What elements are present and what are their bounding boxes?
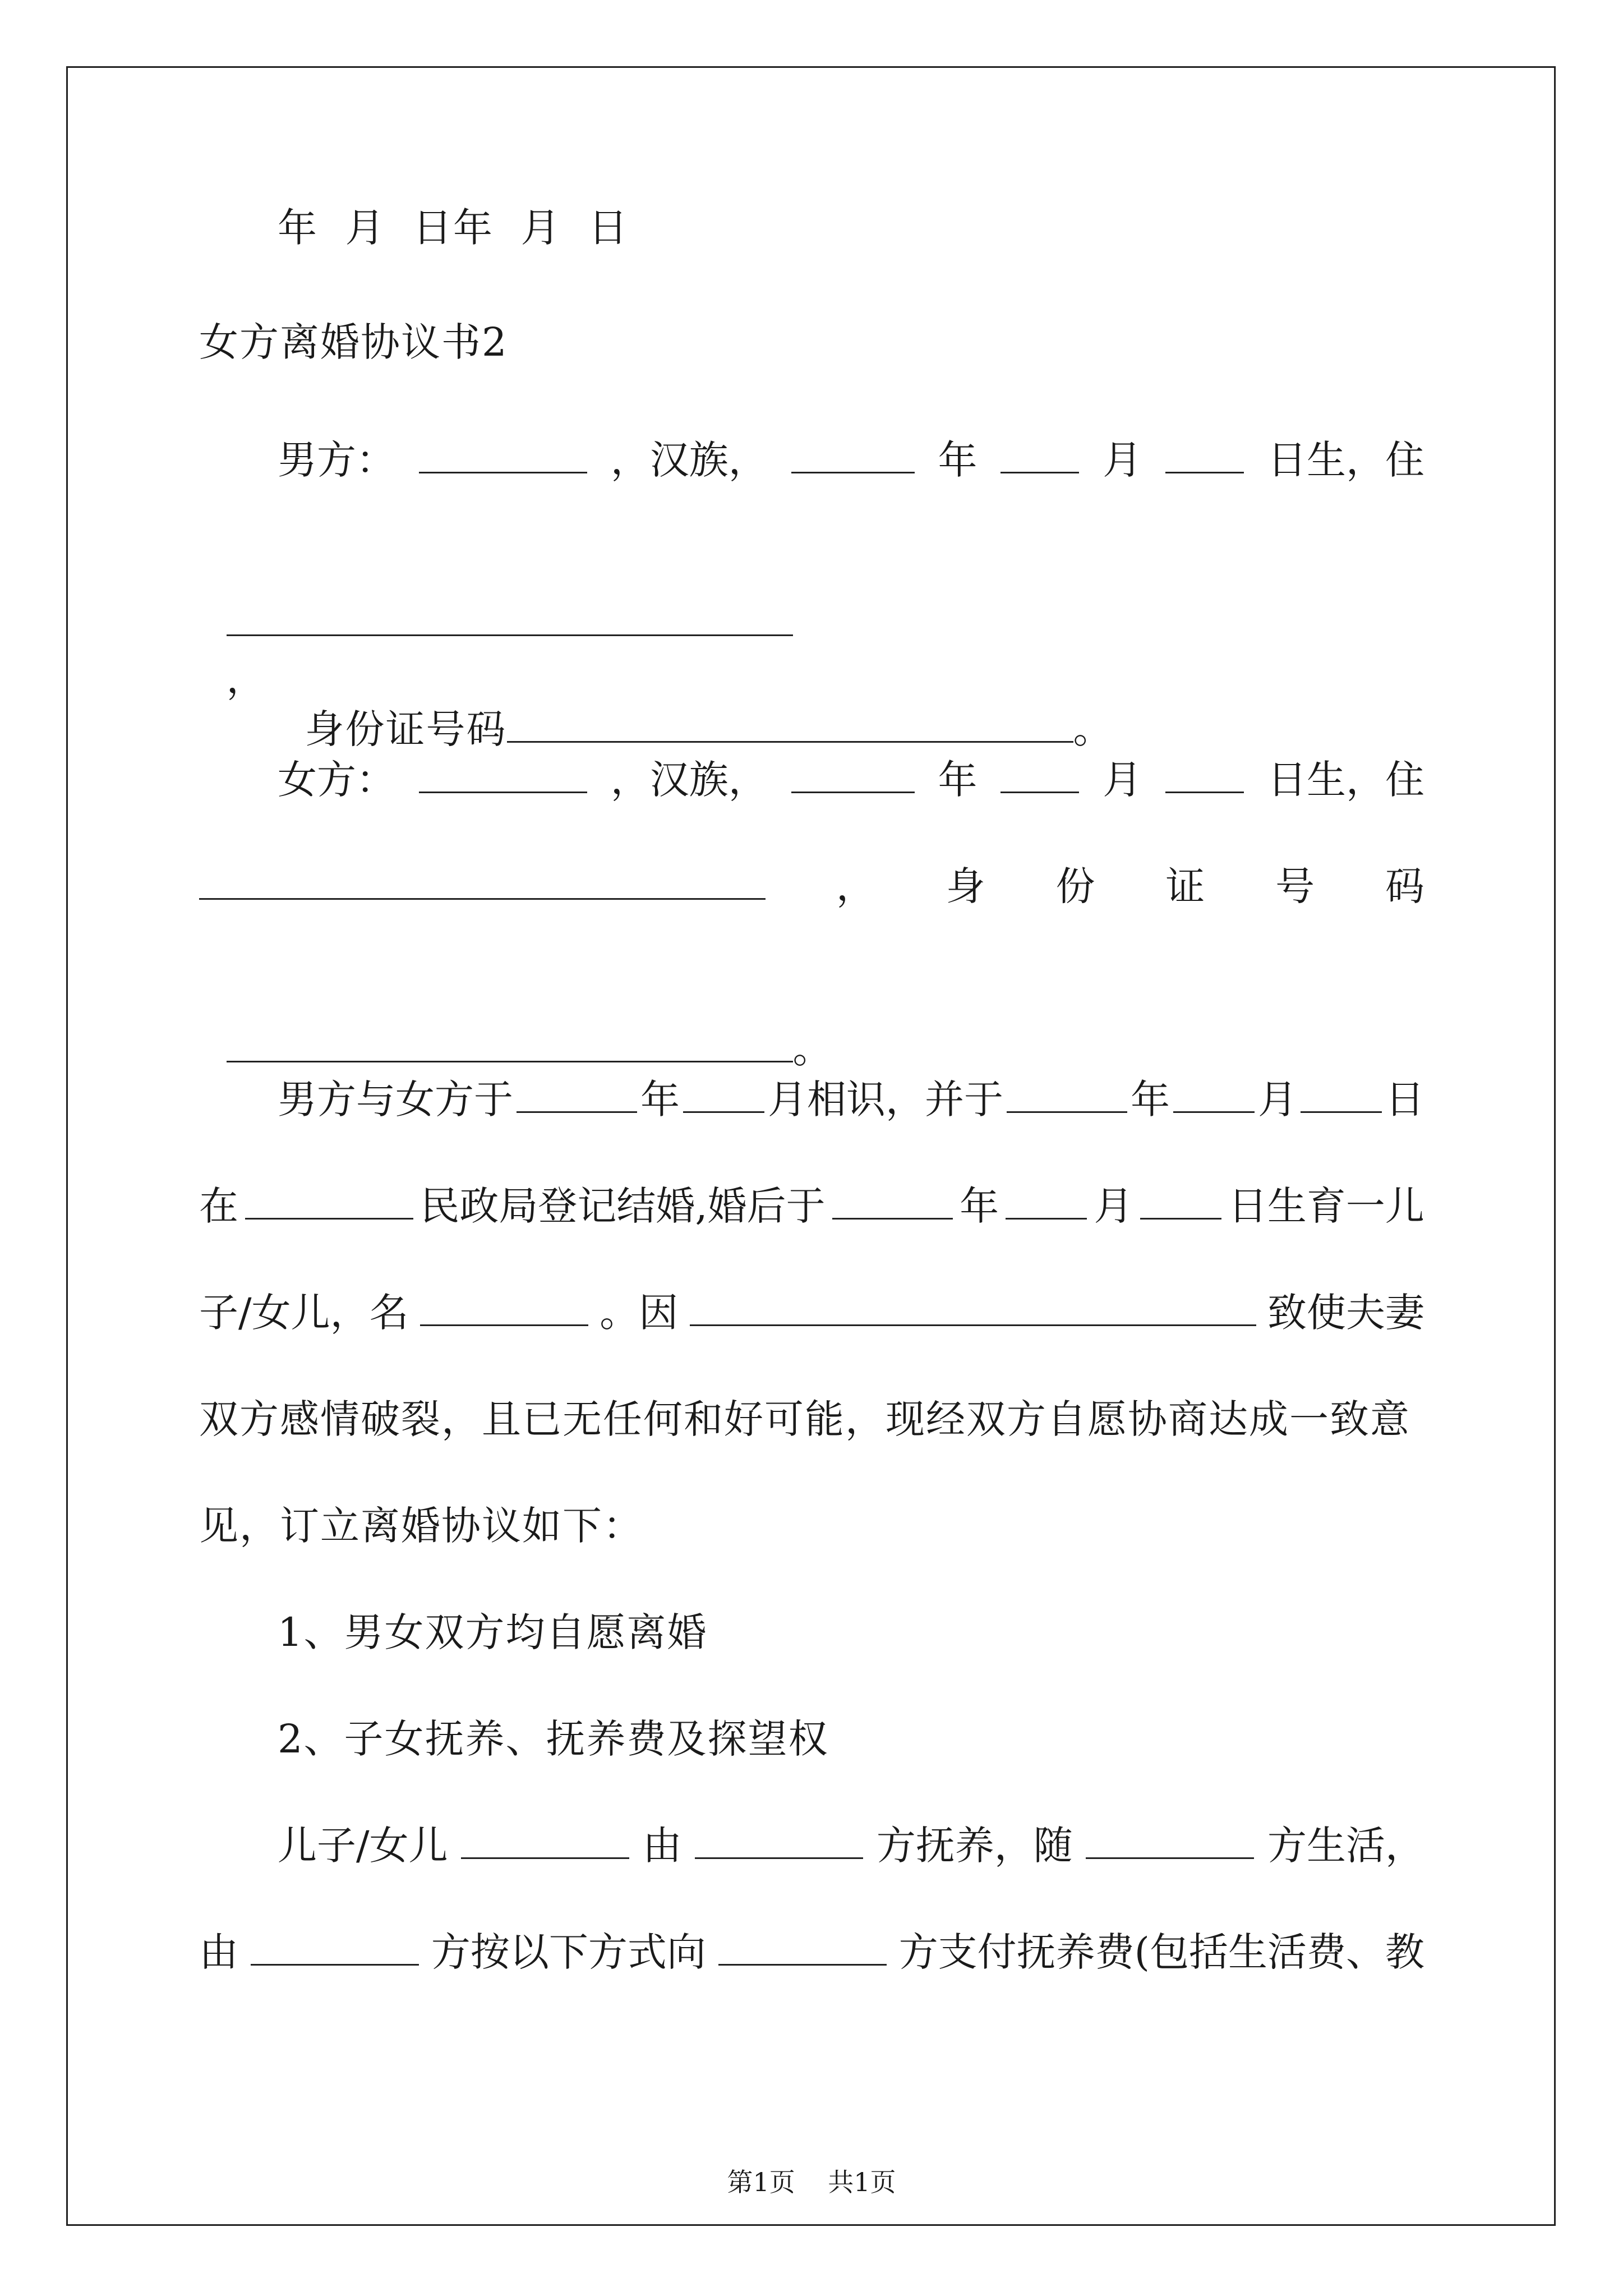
id-label: 身份证号码 bbox=[305, 706, 507, 752]
female-id-blank bbox=[227, 1022, 793, 1062]
text-segment: 日 bbox=[1385, 1076, 1424, 1122]
male-birth-residence: 日生，住 bbox=[1267, 437, 1424, 483]
blank bbox=[461, 1818, 629, 1859]
item-1: 1、男女双方均自愿离婚 bbox=[278, 1609, 708, 1655]
male-month-label: 月 bbox=[1103, 437, 1142, 483]
male-year-label: 年 bbox=[938, 437, 978, 483]
document-title: 女方离婚协议书2 bbox=[199, 319, 508, 365]
item-2: 2、子女抚养、抚养费及探望权 bbox=[278, 1716, 829, 1762]
period: 。 bbox=[1073, 706, 1114, 752]
text-segment: 月 bbox=[1094, 1183, 1133, 1229]
blank bbox=[1007, 1072, 1127, 1113]
blank bbox=[718, 1925, 887, 1966]
blank bbox=[683, 1072, 764, 1113]
text-segment: 方按以下方式向 bbox=[431, 1929, 706, 1975]
text-segment: 在 bbox=[199, 1183, 238, 1229]
male-month-blank bbox=[1000, 432, 1079, 473]
blank bbox=[420, 1285, 588, 1326]
page-number-footer: 第1页 共1页 bbox=[727, 2167, 896, 2197]
blank bbox=[690, 1285, 1256, 1326]
male-address-line bbox=[199, 539, 1424, 702]
blank bbox=[1006, 1179, 1087, 1220]
female-month-blank bbox=[1000, 752, 1079, 793]
text-segment: 方生活， bbox=[1267, 1823, 1424, 1869]
blank bbox=[1086, 1818, 1254, 1859]
blank bbox=[1301, 1072, 1382, 1113]
id-char: 身 bbox=[946, 863, 985, 909]
text-segment: 方抚养，随 bbox=[876, 1823, 1073, 1869]
text-segment: 月相识，并于 bbox=[768, 1076, 1003, 1122]
para1-line3 bbox=[199, 1285, 1424, 1341]
male-year-blank bbox=[791, 432, 915, 473]
id-char: 份 bbox=[1055, 863, 1095, 909]
blank bbox=[695, 1818, 863, 1859]
blank bbox=[251, 1925, 419, 1966]
text-segment: 方支付抚养费(包括生活费、教 bbox=[898, 1929, 1424, 1975]
para1-line1 bbox=[278, 1071, 1424, 1128]
female-birth-residence: 日生，住 bbox=[1267, 757, 1424, 803]
blank bbox=[1140, 1179, 1221, 1220]
text-segment: 月 bbox=[1258, 1076, 1297, 1122]
text-segment: 子/女儿，名 bbox=[199, 1290, 409, 1336]
page-frame bbox=[66, 66, 1556, 2226]
id-char: 号 bbox=[1275, 863, 1315, 909]
text-segment: 年 bbox=[640, 1076, 680, 1122]
female-name-blank bbox=[419, 752, 587, 793]
id-char: 码 bbox=[1385, 863, 1424, 909]
male-party-line bbox=[278, 432, 1424, 488]
text-segment: 年 bbox=[1131, 1076, 1170, 1122]
text-segment: 由 bbox=[199, 1929, 238, 1975]
date-line: 年 月 日年 月 日 bbox=[278, 205, 629, 251]
female-label: 女方： bbox=[278, 757, 395, 803]
blank bbox=[517, 1072, 637, 1113]
male-id-line bbox=[278, 645, 1424, 752]
id-char: 证 bbox=[1165, 863, 1205, 909]
male-label: 男方： bbox=[278, 437, 395, 483]
male-address-blank bbox=[227, 595, 793, 636]
para2-line1 bbox=[278, 1818, 1424, 1874]
female-id-line bbox=[199, 965, 1424, 1072]
male-ethnicity: ，汉族， bbox=[610, 437, 768, 483]
para1-line5: 见，订立离婚协议如下： bbox=[199, 1503, 643, 1549]
female-address-blank bbox=[199, 859, 766, 900]
text-segment: 年 bbox=[960, 1183, 999, 1229]
blank bbox=[1173, 1072, 1255, 1113]
comma: ， bbox=[836, 863, 875, 909]
female-day-blank bbox=[1165, 752, 1244, 793]
blank bbox=[832, 1179, 953, 1220]
text-segment: 致使夫妻 bbox=[1267, 1290, 1424, 1336]
para1-line4: 双方感情破裂，且已无任何和好可能，现经双方自愿协商达成一致意 bbox=[199, 1396, 1410, 1442]
female-party-line bbox=[278, 752, 1424, 808]
para1-line2 bbox=[199, 1178, 1424, 1234]
female-address-line bbox=[199, 858, 1424, 914]
female-year-label: 年 bbox=[938, 757, 978, 803]
male-day-blank bbox=[1165, 432, 1244, 473]
period: 。 bbox=[792, 1026, 833, 1072]
female-year-blank bbox=[791, 752, 915, 793]
male-id-blank bbox=[507, 702, 1073, 743]
male-name-blank bbox=[419, 432, 587, 473]
text-segment: 儿子/女儿 bbox=[278, 1823, 448, 1869]
female-ethnicity: ，汉族， bbox=[610, 757, 768, 803]
female-month-label: 月 bbox=[1103, 757, 1142, 803]
blank bbox=[245, 1179, 413, 1220]
text-segment: 男方与女方于 bbox=[278, 1076, 513, 1122]
text-segment: 由 bbox=[642, 1823, 682, 1869]
text-segment: 日生育一儿 bbox=[1228, 1183, 1424, 1229]
comma: ， bbox=[226, 656, 267, 702]
text-segment: 。因 bbox=[600, 1290, 679, 1336]
text-segment: 民政局登记结婚,婚后于 bbox=[420, 1183, 826, 1229]
para2-line2 bbox=[199, 1924, 1424, 1980]
